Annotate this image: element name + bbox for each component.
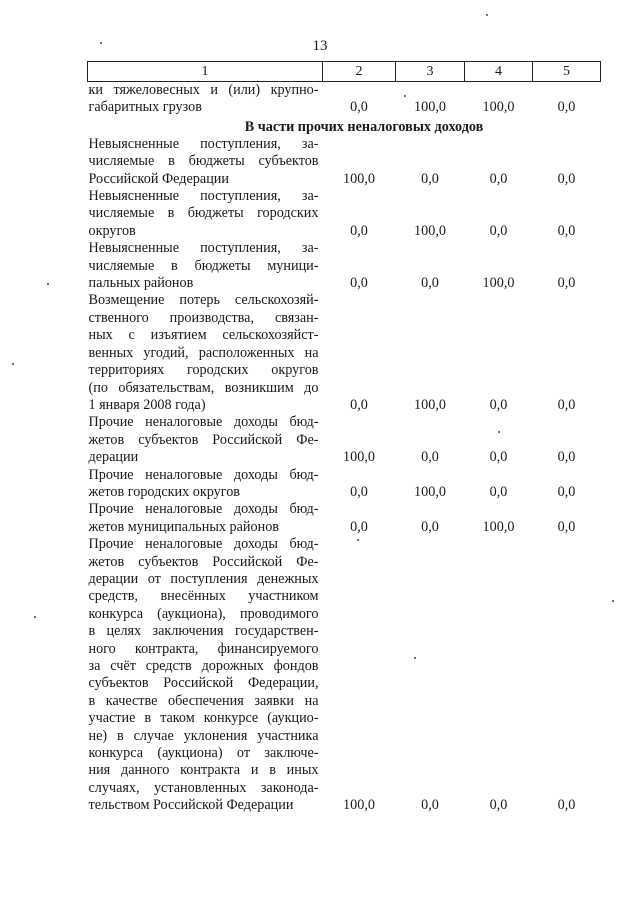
description-line: дерации	[88, 449, 139, 466]
description-line: Невыясненные поступления, за-	[88, 135, 319, 152]
scan-speck	[357, 539, 359, 541]
revenue-description	[88, 136, 323, 188]
description-line: пальных районов	[88, 275, 194, 292]
description-line: ного контракта, финансируемого	[88, 640, 319, 657]
share-value-col-3: 100,0	[414, 222, 446, 239]
description-line: жетов субъектов Российской Фе-	[88, 553, 319, 570]
share-value-col-5: 0,0	[557, 449, 576, 466]
column-header: 2	[323, 62, 396, 82]
description-line: жетов субъектов Российской Фе-	[88, 431, 319, 448]
share-value-col-2: 0,0	[350, 99, 368, 116]
description-line: 1 января 2008 года)	[88, 396, 206, 413]
share-value-col-5: 0,0	[557, 518, 576, 535]
share-value-col-4: 0,0	[489, 222, 508, 239]
column-header: 1	[88, 62, 323, 82]
description-line: числяемые в бюджеты городских	[88, 205, 319, 222]
section-title: В части прочих неналоговых доходов	[244, 118, 484, 135]
share-value-col-2: 0,0	[350, 396, 368, 413]
revenue-description	[88, 82, 323, 117]
share-value-col-5: 0,0	[557, 797, 576, 814]
table-body	[88, 82, 601, 815]
share-value-col-2: 100,0	[343, 449, 375, 466]
share-value-col-4: 100,0	[482, 275, 515, 292]
description-line: за счёт средств дорожных фондов	[88, 658, 319, 674]
share-value-col-4: 100,0	[482, 99, 515, 116]
share-value-col-3: 0,0	[421, 170, 439, 187]
share-value-col-3: 100,0	[414, 396, 446, 413]
description-line: венных угодий, расположенных на	[88, 344, 319, 361]
description-line: габаритных грузов	[88, 99, 202, 116]
table-row	[88, 82, 601, 117]
description-line: Российской Федерации	[88, 170, 229, 187]
scan-speck	[612, 600, 614, 602]
table-row	[88, 501, 601, 536]
section-row	[88, 117, 601, 136]
share-value-col-4: 100,0	[482, 518, 515, 535]
share-value-col-5: 0,0	[557, 396, 576, 413]
description-line: конкурса (аукциона), проводимого	[88, 605, 319, 622]
revenue-description	[88, 292, 323, 414]
description-line: субъектов Российской Федерации,	[88, 675, 319, 692]
column-header: 5	[533, 62, 601, 82]
revenue-distribution-table	[87, 61, 601, 815]
description-line: Прочие неналоговые доходы бюд-	[88, 414, 319, 431]
description-line: Невыясненные поступления, за-	[88, 188, 319, 205]
revenue-description	[88, 414, 323, 466]
description-line: случаях, установленных законода-	[88, 779, 319, 796]
share-value-col-5: 0,0	[557, 222, 576, 239]
share-value-col-4: 0,0	[489, 170, 508, 187]
share-value-col-5: 0,0	[557, 170, 576, 187]
revenue-description	[88, 536, 323, 815]
column-header: 4	[465, 62, 533, 82]
share-value-col-3: 0,0	[421, 449, 439, 466]
description-line: Возмещение потерь сельскохозяй-	[88, 292, 319, 309]
description-line: ния данного контракта и в иных	[88, 762, 319, 779]
share-value-col-5: 0,0	[557, 275, 576, 292]
description-line: Невыясненные поступления, за-	[88, 240, 319, 257]
table-row	[88, 414, 601, 466]
share-value-col-2: 0,0	[350, 222, 368, 239]
share-value-col-3: 0,0	[421, 797, 439, 814]
description-line: Прочие неналоговые доходы бюд-	[88, 501, 319, 518]
description-line: жетов городских округов	[88, 483, 240, 500]
share-value-col-3: 100,0	[414, 99, 446, 116]
share-value-col-4: 0,0	[489, 483, 508, 500]
column-header: 3	[396, 62, 465, 82]
scan-speck	[404, 95, 406, 97]
revenue-description	[88, 501, 323, 536]
table-row	[88, 240, 601, 292]
scan-speck	[414, 657, 416, 659]
share-value-col-4: 0,0	[489, 449, 508, 466]
revenue-description	[88, 188, 323, 240]
share-value-col-5: 0,0	[557, 483, 576, 500]
description-line: Прочие неналоговые доходы бюд-	[88, 466, 319, 483]
description-line: округов	[88, 222, 136, 239]
description-line: тельством Российской Федерации	[88, 797, 294, 814]
description-line: числяемые в бюджеты муници-	[88, 257, 319, 274]
share-value-col-2: 0,0	[350, 483, 368, 500]
description-line: не) в случае уклонения участника	[88, 727, 319, 744]
description-line: (по обязательствам, возникшим до	[88, 379, 319, 396]
table-row	[88, 536, 601, 815]
revenue-description	[88, 467, 323, 502]
page-number: 13	[312, 38, 328, 54]
table-row	[88, 136, 601, 188]
table-row	[88, 188, 601, 240]
table-header-row	[88, 62, 601, 82]
share-value-col-4: 0,0	[489, 797, 508, 814]
share-value-col-2: 0,0	[350, 518, 368, 535]
share-value-col-4: 0,0	[489, 396, 508, 413]
scan-speck	[486, 14, 488, 16]
revenue-description	[88, 240, 323, 292]
description-line: в целях заключения государствен-	[88, 623, 319, 640]
description-line: конкурса (аукциона) от заключе-	[88, 745, 319, 762]
description-line: средств, внесённых участником	[88, 588, 319, 605]
share-value-col-2: 100,0	[343, 797, 375, 814]
scan-speck	[498, 431, 500, 433]
description-line: жетов муниципальных районов	[88, 518, 279, 535]
scan-speck	[12, 363, 14, 365]
share-value-col-2: 0,0	[350, 275, 368, 292]
share-value-col-3: 0,0	[421, 518, 439, 535]
description-line: ственного производства, связан-	[88, 309, 319, 326]
scan-speck	[100, 42, 102, 44]
table-row	[88, 467, 601, 502]
description-line: числяемые в бюджеты субъектов	[88, 153, 319, 170]
description-line: территориях городских округов	[88, 362, 319, 379]
description-line: дерации от поступления денежных	[88, 570, 319, 587]
description-line: ки тяжеловесных и (или) крупно-	[88, 82, 319, 98]
scan-speck	[34, 616, 36, 618]
description-line: Прочие неналоговые доходы бюд-	[88, 536, 319, 553]
table-row	[88, 292, 601, 414]
scan-speck	[47, 283, 49, 285]
share-value-col-5: 0,0	[557, 99, 576, 116]
description-line: в качестве обеспечения заявки на	[88, 692, 319, 709]
share-value-col-2: 100,0	[343, 170, 375, 187]
description-line: ных с изъятием сельскохозяйст-	[88, 327, 319, 344]
share-value-col-3: 100,0	[414, 483, 446, 500]
share-value-col-3: 0,0	[421, 275, 439, 292]
description-line: участие в таком конкурсе (аукцио-	[88, 710, 319, 727]
